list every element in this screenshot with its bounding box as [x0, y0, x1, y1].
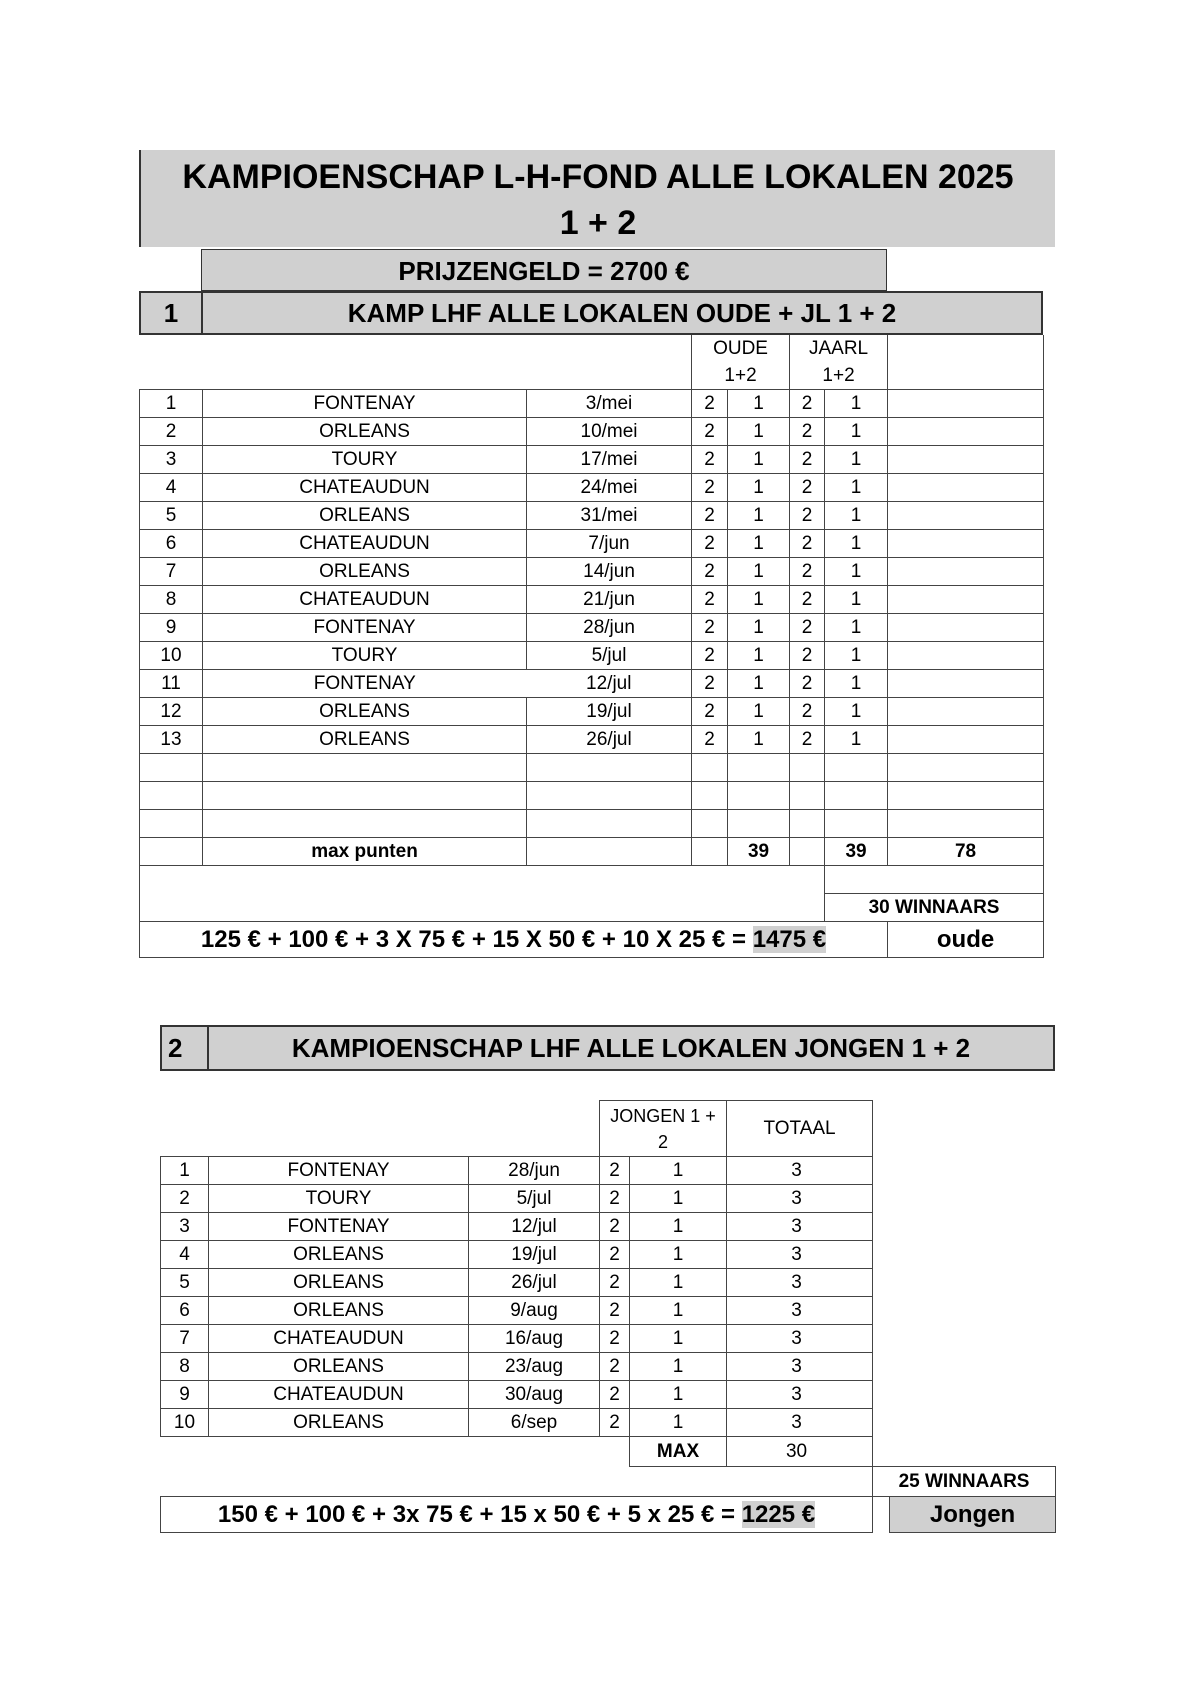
section2-cell-n: 3	[161, 1213, 209, 1241]
section2-formula-total: 1225 €	[741, 1500, 816, 1528]
section1-formula: 125 € + 100 € + 3 X 75 € + 15 X 50 € + 10 X 25 € =	[200, 925, 753, 953]
section2-cell-date: 9/aug	[469, 1297, 600, 1325]
section1-cell-c: 2	[790, 670, 825, 698]
section1-cell-b: 1	[728, 670, 790, 698]
section1-cell-c: 2	[790, 558, 825, 586]
section1-cell-c: 2	[790, 698, 825, 726]
section2-cell-a: 2	[600, 1325, 630, 1353]
section2-cell-b: 1	[630, 1241, 727, 1269]
section1-cell-d: 1	[825, 502, 888, 530]
section1-cell-d: 1	[825, 418, 888, 446]
section1-row	[140, 446, 1044, 474]
section1-cell-n: 6	[140, 530, 203, 558]
section1-cell-b: 1	[728, 530, 790, 558]
section1-cell-date: 19/jul	[527, 698, 692, 726]
section2-cell-date: 19/jul	[469, 1241, 600, 1269]
section1-category: oude	[888, 922, 1044, 958]
section2-cell-t: 3	[727, 1381, 873, 1409]
section1-cell-place: TOURY	[203, 446, 527, 474]
section1-cell-place: TOURY	[203, 642, 527, 670]
section2-cell-b: 1	[630, 1381, 727, 1409]
section1-col-oude-sub: 1+2	[724, 365, 757, 386]
section2-cell-n: 9	[161, 1381, 209, 1409]
prize-money-text: PRIJZENGELD = 2700 €	[398, 256, 690, 286]
section1-cell-d: 1	[825, 670, 888, 698]
section1-cell-a: 2	[692, 418, 728, 446]
section2-cell-date: 26/jul	[469, 1269, 600, 1297]
section1-cell-d: 1	[825, 446, 888, 474]
section1-row	[140, 530, 1044, 558]
section2-row	[161, 1353, 1056, 1381]
section1-cell-b: 1	[728, 474, 790, 502]
section2-cell-place: TOURY	[209, 1185, 469, 1213]
section2-cell-date: 5/jul	[469, 1185, 600, 1213]
section1-cell-a: 2	[692, 446, 728, 474]
section1-cell-d: 1	[825, 558, 888, 586]
section2-cell-b: 1	[630, 1353, 727, 1381]
section1-cell-date: 26/jul	[527, 726, 692, 754]
section1-row	[140, 502, 1044, 530]
section2-cell-place: ORLEANS	[209, 1297, 469, 1325]
section1-formula-cell	[140, 922, 888, 958]
section1-cell-a: 2	[692, 698, 728, 726]
section2-cell-t: 3	[727, 1269, 873, 1297]
section1-row	[140, 390, 1044, 418]
section1-cell-b: 1	[728, 446, 790, 474]
section1-cell-a: 2	[692, 558, 728, 586]
section1-cell-b: 1	[728, 390, 790, 418]
section1-cell-n: 7	[140, 558, 203, 586]
section1-max-label: max punten	[203, 838, 527, 866]
section1-number: 1	[141, 293, 203, 333]
section1-header	[139, 291, 1043, 335]
section1-cell-n: 2	[140, 418, 203, 446]
section2-cell-t: 3	[727, 1157, 873, 1185]
section1-row	[140, 726, 1044, 754]
section2-cell-date: 16/aug	[469, 1325, 600, 1353]
section1-cell-place: CHATEAUDUN	[203, 586, 527, 614]
section1-cell-c: 2	[790, 586, 825, 614]
section1-max-oude: 39	[728, 838, 790, 866]
section2-cell-a: 2	[600, 1409, 630, 1437]
section1-cell-b: 1	[728, 558, 790, 586]
section1-row	[140, 614, 1044, 642]
section1-cell-date: 5/jul	[527, 642, 692, 670]
section1-cell-a: 2	[692, 502, 728, 530]
section2-cell-a: 2	[600, 1353, 630, 1381]
section2-cell-b: 1	[630, 1325, 727, 1353]
section2-cell-n: 7	[161, 1325, 209, 1353]
section2-header	[160, 1025, 1055, 1071]
section1-cell-date: 10/mei	[527, 418, 692, 446]
section1-cell-b: 1	[728, 418, 790, 446]
section2-cell-date: 12/jul	[469, 1213, 600, 1241]
section2-col-jongen-line2: 2	[658, 1131, 669, 1152]
section1-cell-c: 2	[790, 642, 825, 670]
section1-cell-a: 2	[692, 474, 728, 502]
section2-cell-b: 1	[630, 1297, 727, 1325]
main-title-line1: KAMPIOENSCHAP L-H-FOND ALLE LOKALEN 2025	[182, 158, 1014, 196]
section2-cell-date: 30/aug	[469, 1381, 600, 1409]
section1-cell-date: 7/jun	[527, 530, 692, 558]
section2-cell-date: 6/sep	[469, 1409, 600, 1437]
section1-cell-place: CHATEAUDUN	[203, 530, 527, 558]
section1-cell-b: 1	[728, 586, 790, 614]
section2-row	[161, 1157, 1056, 1185]
section1-cell-b: 1	[728, 642, 790, 670]
section2-table	[160, 1100, 1056, 1533]
section2-col-totaal: TOTAAL	[727, 1101, 873, 1157]
section1-cell-d: 1	[825, 614, 888, 642]
section1-formula-total: 1475 €	[752, 925, 827, 953]
section1-cell-a: 2	[692, 670, 728, 698]
section2-title: KAMPIOENSCHAP LHF ALLE LOKALEN JONGEN 1 + 2	[291, 1033, 971, 1063]
section1-row	[140, 698, 1044, 726]
section2-cell-b: 1	[630, 1213, 727, 1241]
section1-cell-a: 2	[692, 726, 728, 754]
section2-cell-n: 4	[161, 1241, 209, 1269]
section2-cell-t: 3	[727, 1409, 873, 1437]
section1-cell-date: 21/jun	[527, 586, 692, 614]
section1-cell-d: 1	[825, 586, 888, 614]
section2-cell-a: 2	[600, 1213, 630, 1241]
section2-col-jongen-line1: JONGEN 1 +	[610, 1105, 716, 1126]
section2-cell-b: 1	[630, 1157, 727, 1185]
section1-cell-place: ORLEANS	[203, 502, 527, 530]
section1-cell-place: ORLEANS	[203, 558, 527, 586]
section1-cell-b: 1	[728, 614, 790, 642]
section1-cell-date: 14/jun	[527, 558, 692, 586]
section2-cell-t: 3	[727, 1325, 873, 1353]
section1-cell-c: 2	[790, 418, 825, 446]
section2-cell-date: 23/aug	[469, 1353, 600, 1381]
section1-cell-d: 1	[825, 698, 888, 726]
main-title-box	[139, 150, 1055, 247]
section2-cell-place: FONTENAY	[209, 1157, 469, 1185]
section2-number: 2	[162, 1027, 209, 1069]
section1-cell-c: 2	[790, 614, 825, 642]
section1-cell-date: 12/jul	[527, 670, 692, 698]
prize-money-box	[201, 249, 887, 291]
section2-cell-b: 1	[630, 1409, 727, 1437]
section2-row	[161, 1269, 1056, 1297]
section1-cell-date: 28/jun	[527, 614, 692, 642]
section1-cell-a: 2	[692, 530, 728, 558]
section2-cell-place: FONTENAY	[209, 1213, 469, 1241]
section1-max-jaarl: 39	[825, 838, 888, 866]
section1-cell-place: FONTENAY	[203, 670, 527, 698]
section2-formula-cell	[161, 1497, 873, 1533]
section1-row	[140, 586, 1044, 614]
section1-cell-n: 8	[140, 586, 203, 614]
section2-cell-t: 3	[727, 1213, 873, 1241]
section2-cell-a: 2	[600, 1185, 630, 1213]
section1-max-row	[140, 838, 1044, 866]
section2-row	[161, 1241, 1056, 1269]
section2-cell-place: ORLEANS	[209, 1353, 469, 1381]
section1-cell-a: 2	[692, 586, 728, 614]
section1-cell-b: 1	[728, 698, 790, 726]
section1-cell-c: 2	[790, 474, 825, 502]
section1-cell-n: 9	[140, 614, 203, 642]
section2-cell-place: CHATEAUDUN	[209, 1381, 469, 1409]
section2-cell-a: 2	[600, 1241, 630, 1269]
section1-cell-a: 2	[692, 390, 728, 418]
section1-cell-n: 10	[140, 642, 203, 670]
section2-cell-b: 1	[630, 1269, 727, 1297]
section1-cell-a: 2	[692, 614, 728, 642]
section1-cell-d: 1	[825, 474, 888, 502]
section2-cell-place: ORLEANS	[209, 1269, 469, 1297]
section1-row	[140, 474, 1044, 502]
section1-cell-n: 1	[140, 390, 203, 418]
section2-row	[161, 1297, 1056, 1325]
section1-cell-c: 2	[790, 726, 825, 754]
section1-cell-date: 31/mei	[527, 502, 692, 530]
section1-cell-place: FONTENAY	[203, 390, 527, 418]
section2-winners: 25 WINNAARS	[873, 1467, 1056, 1497]
section1-winners: 30 WINNAARS	[825, 894, 1044, 922]
section2-cell-t: 3	[727, 1241, 873, 1269]
section2-row	[161, 1381, 1056, 1409]
section2-cell-t: 3	[727, 1297, 873, 1325]
main-title-line2: 1 + 2	[559, 204, 637, 242]
section2-cell-a: 2	[600, 1381, 630, 1409]
section2-cell-b: 1	[630, 1185, 727, 1213]
section2-row	[161, 1409, 1056, 1437]
section1-cell-c: 2	[790, 502, 825, 530]
section2-cell-date: 28/jun	[469, 1157, 600, 1185]
section2-formula: 150 € + 100 € + 3x 75 € + 15 x 50 € + 5 x 25 € =	[217, 1500, 742, 1528]
section1-row	[140, 418, 1044, 446]
section2-max-total: 30	[727, 1437, 873, 1467]
section1-cell-place: ORLEANS	[203, 418, 527, 446]
section2-cell-place: ORLEANS	[209, 1409, 469, 1437]
section1-cell-d: 1	[825, 530, 888, 558]
section1-col-jaarl-sub: 1+2	[822, 365, 855, 386]
section1-cell-n: 4	[140, 474, 203, 502]
section1-col-oude-label: OUDE	[713, 338, 768, 359]
section1-cell-n: 3	[140, 446, 203, 474]
section2-cell-t: 3	[727, 1353, 873, 1381]
section2-max-row	[161, 1437, 1056, 1467]
section1-cell-d: 1	[825, 642, 888, 670]
section1-col-jaarl	[790, 335, 888, 390]
section2-cell-n: 10	[161, 1409, 209, 1437]
section1-title: KAMP LHF ALLE LOKALEN OUDE + JL 1 + 2	[347, 298, 897, 328]
section1-cell-date: 3/mei	[527, 390, 692, 418]
section1-row	[140, 642, 1044, 670]
section2-cell-place: ORLEANS	[209, 1241, 469, 1269]
section2-cell-place: CHATEAUDUN	[209, 1325, 469, 1353]
section1-col-oude	[692, 335, 790, 390]
section1-cell-place: FONTENAY	[203, 614, 527, 642]
section2-cell-n: 8	[161, 1353, 209, 1381]
section2-cell-n: 2	[161, 1185, 209, 1213]
section1-cell-date: 17/mei	[527, 446, 692, 474]
section1-cell-n: 5	[140, 502, 203, 530]
section1-row	[140, 670, 1044, 698]
section2-row	[161, 1185, 1056, 1213]
section1-cell-c: 2	[790, 446, 825, 474]
section1-cell-n: 11	[140, 670, 203, 698]
section2-cell-n: 6	[161, 1297, 209, 1325]
section1-cell-n: 12	[140, 698, 203, 726]
section1-cell-b: 1	[728, 502, 790, 530]
section1-col-jaarl-label: JAARL	[808, 338, 869, 359]
section1-table	[139, 335, 1044, 958]
section2-cell-a: 2	[600, 1157, 630, 1185]
section1-cell-place: ORLEANS	[203, 726, 527, 754]
section1-cell-place: ORLEANS	[203, 698, 527, 726]
section1-cell-date: 24/mei	[527, 474, 692, 502]
section1-cell-place: CHATEAUDUN	[203, 474, 527, 502]
section2-cell-a: 2	[600, 1297, 630, 1325]
section2-category: Jongen	[890, 1497, 1056, 1533]
section2-max-label: MAX	[630, 1437, 727, 1467]
section2-row	[161, 1325, 1056, 1353]
section2-cell-n: 5	[161, 1269, 209, 1297]
section1-max-total: 78	[888, 838, 1044, 866]
section1-cell-a: 2	[692, 642, 728, 670]
section1-cell-n: 13	[140, 726, 203, 754]
section2-row	[161, 1213, 1056, 1241]
section2-cell-t: 3	[727, 1185, 873, 1213]
section1-row	[140, 558, 1044, 586]
section1-cell-b: 1	[728, 726, 790, 754]
section2-cell-a: 2	[600, 1269, 630, 1297]
section2-cell-n: 1	[161, 1157, 209, 1185]
section1-cell-d: 1	[825, 726, 888, 754]
section1-cell-c: 2	[790, 390, 825, 418]
section1-cell-d: 1	[825, 390, 888, 418]
section2-col-jongen	[600, 1101, 727, 1157]
section1-cell-c: 2	[790, 530, 825, 558]
